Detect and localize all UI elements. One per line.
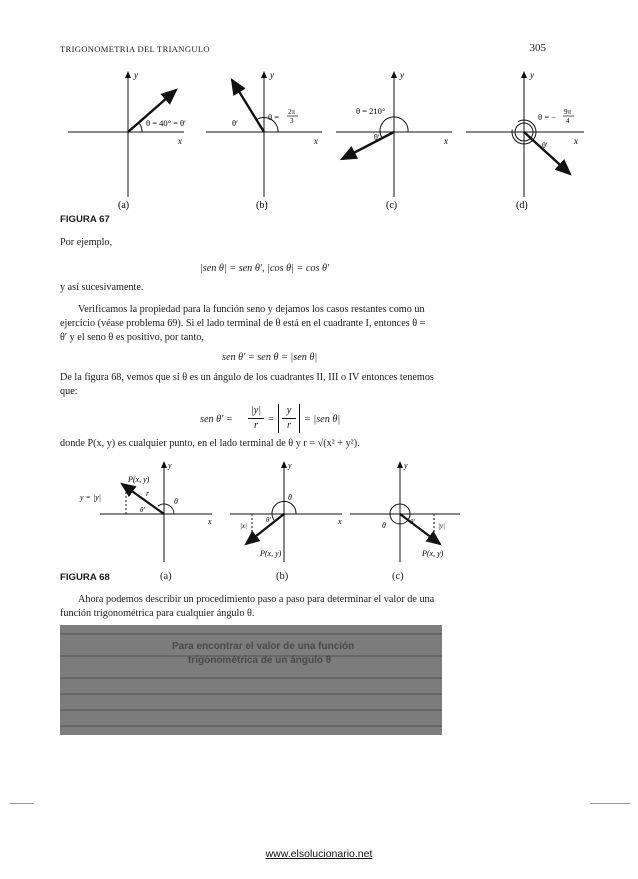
fraction-1: |y| r bbox=[248, 404, 264, 433]
svg-text:x: x bbox=[444, 136, 448, 146]
paragraph-line: θ′ y el seno θ es positivo, por tanto, bbox=[60, 332, 204, 343]
paragraph-line: De la figura 68, vemos que si θ es un ángulo de los cuadrantes II, III o IV entonces tenemos bbox=[60, 372, 434, 383]
svg-text:x: x bbox=[208, 517, 212, 526]
figure-67-label: FIGURA 67 bbox=[60, 214, 110, 225]
svg-text:x: x bbox=[314, 136, 318, 146]
svg-text:θ = 210°: θ = 210° bbox=[356, 106, 386, 116]
equation: |sen θ| = sen θ′, |cos θ| = cos θ′ bbox=[200, 263, 330, 274]
equation-rhs: = |sen θ| bbox=[304, 414, 341, 425]
box-title-2: trigonométrica de un ángulo θ bbox=[188, 655, 332, 666]
box-title-1: Para encontrar el valor de una función bbox=[172, 641, 355, 652]
angle-label: θ = 40° = θ′ bbox=[146, 118, 186, 128]
svg-text:y = |y|: y = |y| bbox=[80, 493, 101, 502]
footer-url[interactable]: www.elsolucionario.net bbox=[265, 848, 373, 860]
svg-text:(d): (d) bbox=[516, 200, 528, 211]
svg-text:9π: 9π bbox=[564, 108, 572, 116]
page-number: 305 bbox=[529, 42, 546, 54]
svg-text:P(x, y): P(x, y) bbox=[128, 475, 150, 484]
fig68-caption-a: (a) bbox=[160, 571, 172, 582]
figure-68-label: FIGURA 68 bbox=[60, 572, 110, 583]
svg-text:P(x, y): P(x, y) bbox=[260, 549, 282, 558]
svg-text:r: r bbox=[146, 489, 150, 498]
svg-text:θ′: θ′ bbox=[410, 518, 415, 526]
fig67-panel-d bbox=[466, 70, 584, 211]
svg-text:θ′: θ′ bbox=[542, 141, 548, 150]
figure-67 bbox=[56, 62, 592, 212]
fig68-panel-b bbox=[230, 461, 342, 562]
figure-68 bbox=[60, 458, 460, 568]
svg-text:3: 3 bbox=[290, 117, 294, 125]
equals-sign: = bbox=[268, 414, 274, 425]
equation: sen θ′ = sen θ = |sen θ| bbox=[222, 352, 318, 363]
svg-text:y: y bbox=[270, 70, 274, 80]
axis-x-label: x bbox=[178, 136, 182, 146]
svg-text:θ′: θ′ bbox=[266, 516, 271, 524]
ref-angle-label: θ′ bbox=[232, 118, 238, 128]
paragraph-line: que: bbox=[60, 386, 78, 397]
svg-text:θ′: θ′ bbox=[374, 133, 380, 142]
svg-text:|y|: |y| bbox=[438, 522, 445, 530]
fig68-caption-c: (c) bbox=[392, 571, 404, 582]
svg-text:x: x bbox=[574, 136, 578, 146]
svg-text:θ′: θ′ bbox=[140, 506, 145, 514]
svg-text:θ = −: θ = − bbox=[538, 112, 556, 122]
fig68-panel-a bbox=[79, 461, 212, 562]
svg-text:y: y bbox=[168, 461, 172, 470]
paragraph: Por ejemplo, bbox=[60, 237, 113, 248]
axis-y-label: y bbox=[134, 70, 138, 80]
panel-caption: (a) bbox=[118, 200, 130, 211]
svg-text:P(x, y): P(x, y) bbox=[422, 549, 444, 558]
fig68-caption-b: (b) bbox=[276, 571, 289, 582]
svg-text:θ =: θ = bbox=[268, 112, 279, 122]
svg-text:2π: 2π bbox=[288, 108, 296, 116]
paragraph: y así sucesivamente. bbox=[60, 282, 144, 293]
running-title: TRIGONOMETRIA DEL TRIANGULO bbox=[60, 44, 210, 54]
svg-text:θ: θ bbox=[382, 521, 386, 530]
svg-text:|x|: |x| bbox=[240, 522, 247, 530]
paragraph-line: función trigonométrica para cualquier ángulo θ. bbox=[60, 608, 255, 619]
svg-text:(b): (b) bbox=[256, 200, 268, 211]
fig68-panel-c bbox=[350, 461, 460, 562]
procedure-box bbox=[60, 625, 442, 735]
paragraph: donde P(x, y) es cualquier punto, en el lado terminal de θ y r = √(x² + y²). bbox=[60, 438, 360, 449]
fig67-panel-c bbox=[336, 70, 452, 211]
paragraph-line: Verificamos la propiedad para la función seno y dejamos los casos restantes como un bbox=[78, 304, 425, 315]
fig67-panel-b bbox=[206, 70, 322, 211]
equation-lhs: sen θ′ = bbox=[200, 414, 233, 425]
svg-text:x: x bbox=[338, 517, 342, 526]
svg-text:4: 4 bbox=[566, 117, 570, 125]
svg-text:y: y bbox=[404, 461, 408, 470]
paragraph-line: Ahora podemos describir un procedimiento paso a paso para determinar el valor de una bbox=[78, 594, 435, 605]
fig67-panel-a bbox=[68, 70, 186, 211]
svg-text:y: y bbox=[530, 70, 534, 80]
svg-text:y: y bbox=[400, 70, 404, 80]
fraction-2: y r bbox=[278, 404, 300, 433]
svg-text:θ: θ bbox=[174, 497, 178, 506]
svg-text:(c): (c) bbox=[386, 200, 398, 211]
paragraph-line: ejercicio (véase problema 69). Si el lado terminal de θ está en el cuadrante I, entonces θ = bbox=[60, 318, 426, 329]
svg-text:y: y bbox=[288, 461, 292, 470]
svg-text:θ: θ bbox=[288, 493, 292, 502]
